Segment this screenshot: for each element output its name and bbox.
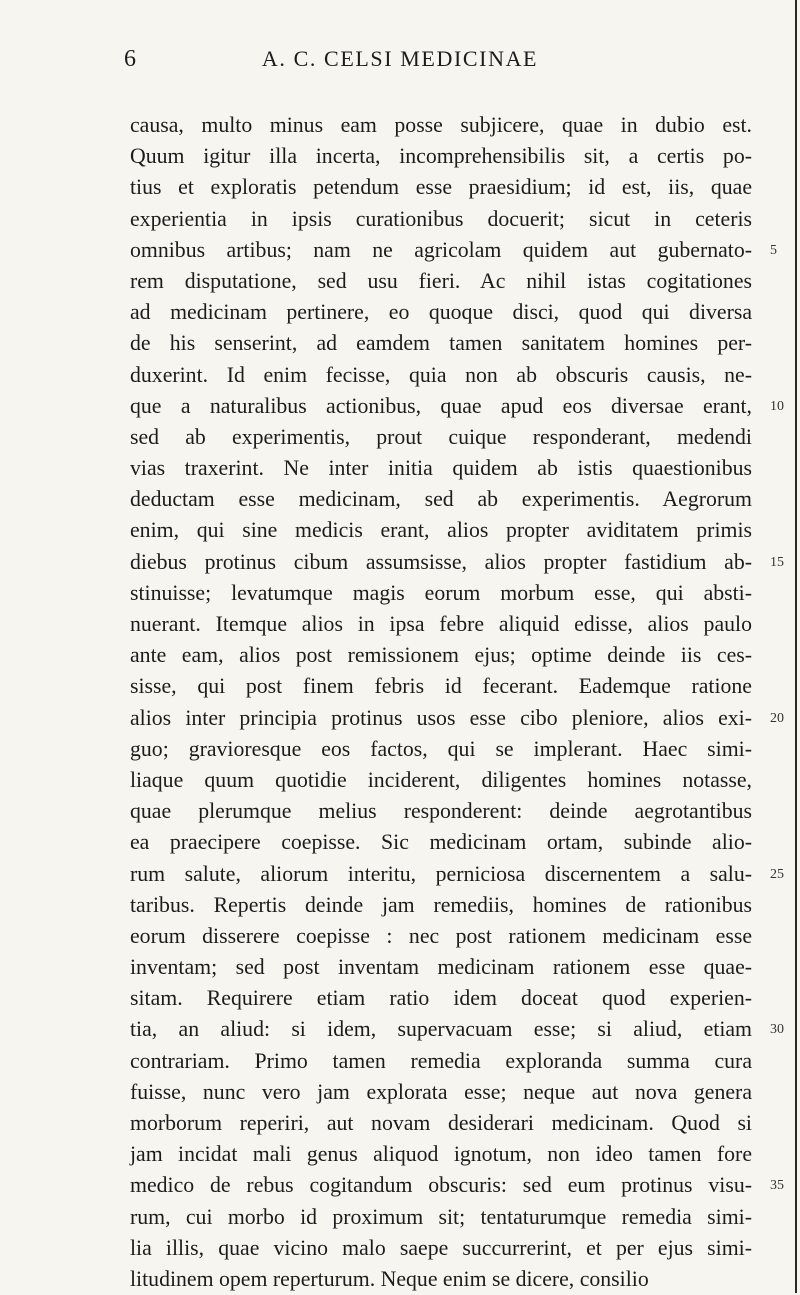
line-text: jam incidat mali genus aliquod ignotum, non ideo tamen fore <box>130 1142 752 1167</box>
text-line <box>130 204 770 235</box>
line-text: que a naturalibus actionibus, quae apud eos diversae erant, <box>130 393 752 418</box>
text-line <box>130 640 770 671</box>
text-line <box>130 1077 770 1108</box>
text-line <box>130 952 770 983</box>
text-line <box>130 734 770 765</box>
text-line <box>130 1139 770 1170</box>
text-line <box>130 921 770 952</box>
line-text: eorum disserere coepisse : nec post rationem medicinam esse <box>130 923 752 948</box>
text-line <box>130 796 770 827</box>
line-text: Quum igitur illa incerta, incomprehensibilis sit, a certis po- <box>130 144 752 169</box>
text-line <box>130 1170 784 1201</box>
line-text: lia illis, quae vicino malo saepe succurrerint, et per ejus simi- <box>130 1235 752 1260</box>
line-number: 25 <box>770 866 784 882</box>
text-line <box>130 1264 770 1295</box>
line-text: ad medicinam pertinere, eo quoque disci, quod qui diversa <box>130 300 752 325</box>
line-text: medico de rebus cogitandum obscuris: sed eum protinus visu- <box>130 1173 752 1198</box>
line-text: fuisse, nunc vero jam explorata esse; neque aut nova genera <box>130 1079 752 1104</box>
text-line <box>130 110 770 141</box>
line-number: 30 <box>770 1022 784 1038</box>
text-line <box>130 266 770 297</box>
text-line <box>130 328 770 359</box>
text-line <box>130 1046 770 1077</box>
text-line <box>130 547 784 578</box>
text-line <box>130 422 770 453</box>
text-line <box>130 515 770 546</box>
line-text: litudinem opem reperturum. Neque enim se dicere, consilio <box>130 1266 649 1291</box>
line-number: 5 <box>770 242 777 258</box>
line-text: quae plerumque melius responderent: deinde aegrotantibus <box>130 799 752 824</box>
line-text: experientia in ipsis curationibus docuerit; sicut in ceteris <box>130 206 752 231</box>
body-text <box>130 110 784 1295</box>
line-number: 10 <box>770 398 784 414</box>
line-text: alios inter principia protinus usos esse cibo pleniore, alios exi- <box>130 705 752 730</box>
text-line <box>130 360 770 391</box>
line-text: rum salute, aliorum interitu, perniciosa discernentem a salu- <box>130 861 752 886</box>
line-text: tius et exploratis petendum esse praesidium; id est, iis, quae <box>130 175 752 200</box>
text-line <box>130 671 770 702</box>
text-line <box>130 578 770 609</box>
line-text: vias traxerint. Ne inter initia quidem ab istis quaestionibus <box>130 456 752 481</box>
line-text: stinuisse; levatumque magis eorum morbum esse, qui absti- <box>130 580 752 605</box>
page-number: 6 <box>124 46 137 72</box>
text-line <box>130 703 784 734</box>
text-line <box>130 1014 784 1045</box>
line-text: ante eam, alios post remissionem ejus; optime deinde iis ces- <box>130 643 752 668</box>
line-text: sed ab experimentis, prout cuique responderant, medendi <box>130 424 752 449</box>
running-head: A. C. CELSI MEDICINAE <box>261 46 539 71</box>
line-text: diebus protinus cibum assumsisse, alios propter fastidium ab- <box>130 549 752 574</box>
line-text: sitam. Requirere etiam ratio idem doceat quod experien- <box>130 986 752 1011</box>
text-line <box>130 391 784 422</box>
line-text: deductam esse medicinam, sed ab experimentis. Aegrorum <box>130 487 752 512</box>
line-text: rum, cui morbo id proximum sit; tentaturumque remedia simi- <box>130 1204 752 1229</box>
text-line <box>130 235 777 266</box>
line-text: rem disputatione, sed usu fieri. Ac nihil istas cogitationes <box>130 268 752 293</box>
text-line <box>130 1233 770 1264</box>
text-line <box>130 484 770 515</box>
text-line <box>130 141 770 172</box>
line-text: duxerint. Id enim fecisse, quia non ab obscuris causis, ne- <box>130 362 752 387</box>
page-header <box>0 46 800 76</box>
text-line <box>130 983 770 1014</box>
text-line <box>130 172 770 203</box>
text-line <box>130 1108 770 1139</box>
line-text: causa, multo minus eam posse subjicere, quae in dubio est. <box>130 113 752 137</box>
line-text: ea praecipere coepisse. Sic medicinam ortam, subinde alio- <box>130 830 752 855</box>
text-line <box>130 297 770 328</box>
page-edge <box>795 0 797 1293</box>
line-number: 35 <box>770 1178 784 1194</box>
line-text: inventam; sed post inventam medicinam rationem esse quae- <box>130 955 752 980</box>
text-line <box>130 859 784 890</box>
line-text: guo; gravioresque eos factos, qui se implerant. Haec simi- <box>130 736 752 761</box>
line-text: tia, an aliud: si idem, supervacuam esse; si aliud, etiam <box>130 1017 752 1042</box>
line-text: contrariam. Primo tamen remedia exploranda summa cura <box>130 1048 752 1073</box>
text-line <box>130 1202 770 1233</box>
line-number: 15 <box>770 554 784 570</box>
line-text: nuerant. Itemque alios in ipsa febre aliquid edisse, alios paulo <box>130 612 752 636</box>
line-text: sisse, qui post finem febris id fecerant. Eademque ratione <box>130 674 752 699</box>
line-number: 20 <box>770 710 784 726</box>
line-text: morborum reperiri, aut novam desiderari medicinam. Quod si <box>130 1111 752 1135</box>
text-line <box>130 453 770 484</box>
text-line <box>130 890 770 921</box>
line-text: de his senserint, ad eamdem tamen sanitatem homines per- <box>130 331 752 356</box>
text-line <box>130 609 770 640</box>
text-line <box>130 765 770 796</box>
line-text: omnibus artibus; nam ne agricolam quidem aut gubernato- <box>130 237 752 262</box>
line-text: enim, qui sine medicis erant, alios propter aviditatem primis <box>130 518 752 543</box>
line-text: liaque quum quotidie inciderent, diligentes homines notasse, <box>130 767 752 792</box>
line-text: taribus. Repertis deinde jam remediis, homines de rationibus <box>130 892 752 917</box>
text-line <box>130 827 770 858</box>
